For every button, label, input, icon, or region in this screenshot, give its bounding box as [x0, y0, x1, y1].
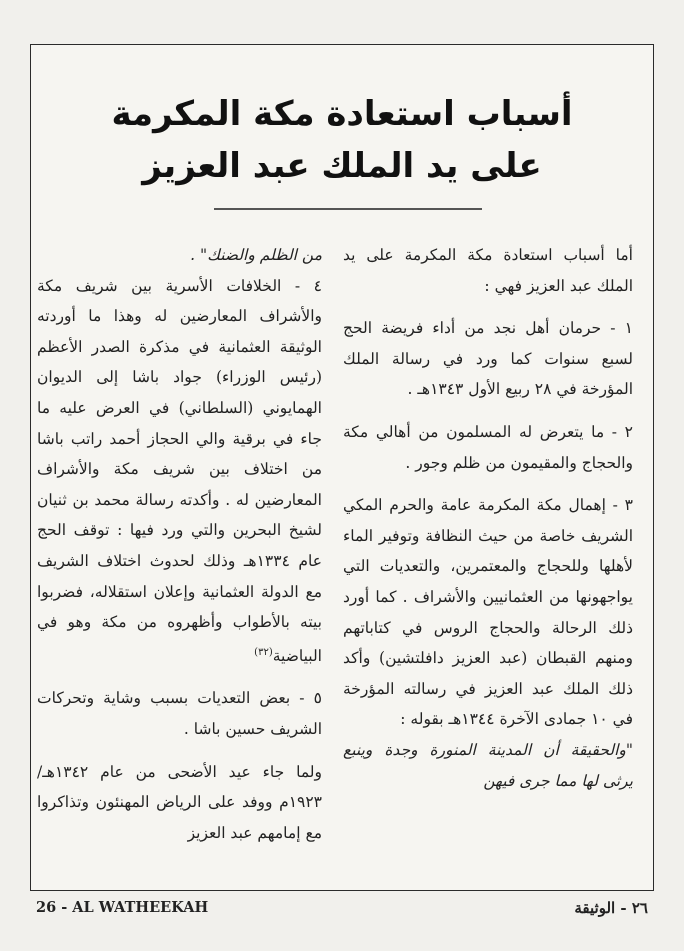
title-divider	[214, 208, 482, 210]
right-column	[343, 240, 633, 796]
reason-3-paragraph: ٣ - إهمال مكة المكرمة عامة والحرم المكي الشريف خاصة من حيث النظافة وتوفير الماء لأهلها وللحجاج والمعتمرين، والتعديات التي يواجهونها من العثمانيين والأشراف . كما أورد ذلك الرحالة والحجاج الروس في كتاباتهم ومنهم القبطان (عبد العزيز دافلتشين) وأكد ذلك الملك عبد العزيز في رسالته المؤرخة في ١٠ جمادى الآخرة ١٣٤٤هـ بقوله :	[343, 496, 633, 729]
left-column	[37, 240, 322, 848]
quote-start: "والحقيقة أن المدينة المنورة وجدة وينبع يرثى لها مما جرى فيهن	[343, 740, 633, 790]
footnote-ref: (٣٢)	[254, 646, 273, 658]
reason-5-paragraph: ٥ - بعض التعديات بسبب وشاية وتحركات الشريف حسين باشا .	[37, 689, 322, 739]
reason-4-text: ٤ - الخلافات الأسرية بين شريف مكة والأشراف المعارضين له وهذا ما أوردته الوثيقة العثمانية في مذكرة الصدر الأعظم (رئيس الوزراء) جواد باشا إلى الديوان الهمايوني (السلطاني) في العرض عليه ما جاء في برقية والي الحجاز أحمد راتب باشا من اختلاف بين شريف مكة والأشراف المعارضين له . وأكدته رسالة محمد بن ثنيان لشيخ البحرين والتي ورد فيها : توقف الحج عام ١٣٣٤هـ وذلك لحدوث اختلاف الشريف مع الدولة العثمانية وإعلان استقلاله، فضربوا بيته بالأطواب وأظهروه من مكة وهو في البياضية	[37, 276, 323, 665]
article-title-line-1: أسباب استعادة مكة المكرمة	[111, 94, 573, 134]
footer-page-label-ar: ٢٦ - الوثيقة	[574, 899, 648, 917]
quote-end: من الظلم والضنك" .	[190, 246, 322, 264]
article-title-line-2: على يد الملك عبد العزيز	[142, 146, 542, 186]
intro-paragraph: أما أسباب استعادة مكة المكرمة على يد الملك عبد العزيز فهي :	[343, 246, 633, 295]
closing-paragraph: ولما جاء عيد الأضحى من عام ١٣٤٢هـ/١٩٢٣م ووفد على الرياض المهنئون وتذاكروا مع إمامهم عبد العزيز	[37, 762, 322, 842]
reason-1-paragraph: ١ - حرمان أهل نجد من أداء فريضة الحج لسبع سنوات كما ورد في رسالة الملك المؤرخة في ٢٨ ربيع الأول ١٣٤٣هـ .	[343, 319, 633, 399]
reason-4-paragraph	[37, 271, 322, 672]
footer-page-label-en: 26 - AL WATHEEKAH	[36, 899, 209, 916]
reason-2-paragraph: ٢ - ما يتعرض له المسلمون من أهالي مكة والحجاج والمقيمون من ظلم وجور .	[343, 422, 633, 472]
page-frame	[30, 44, 654, 891]
